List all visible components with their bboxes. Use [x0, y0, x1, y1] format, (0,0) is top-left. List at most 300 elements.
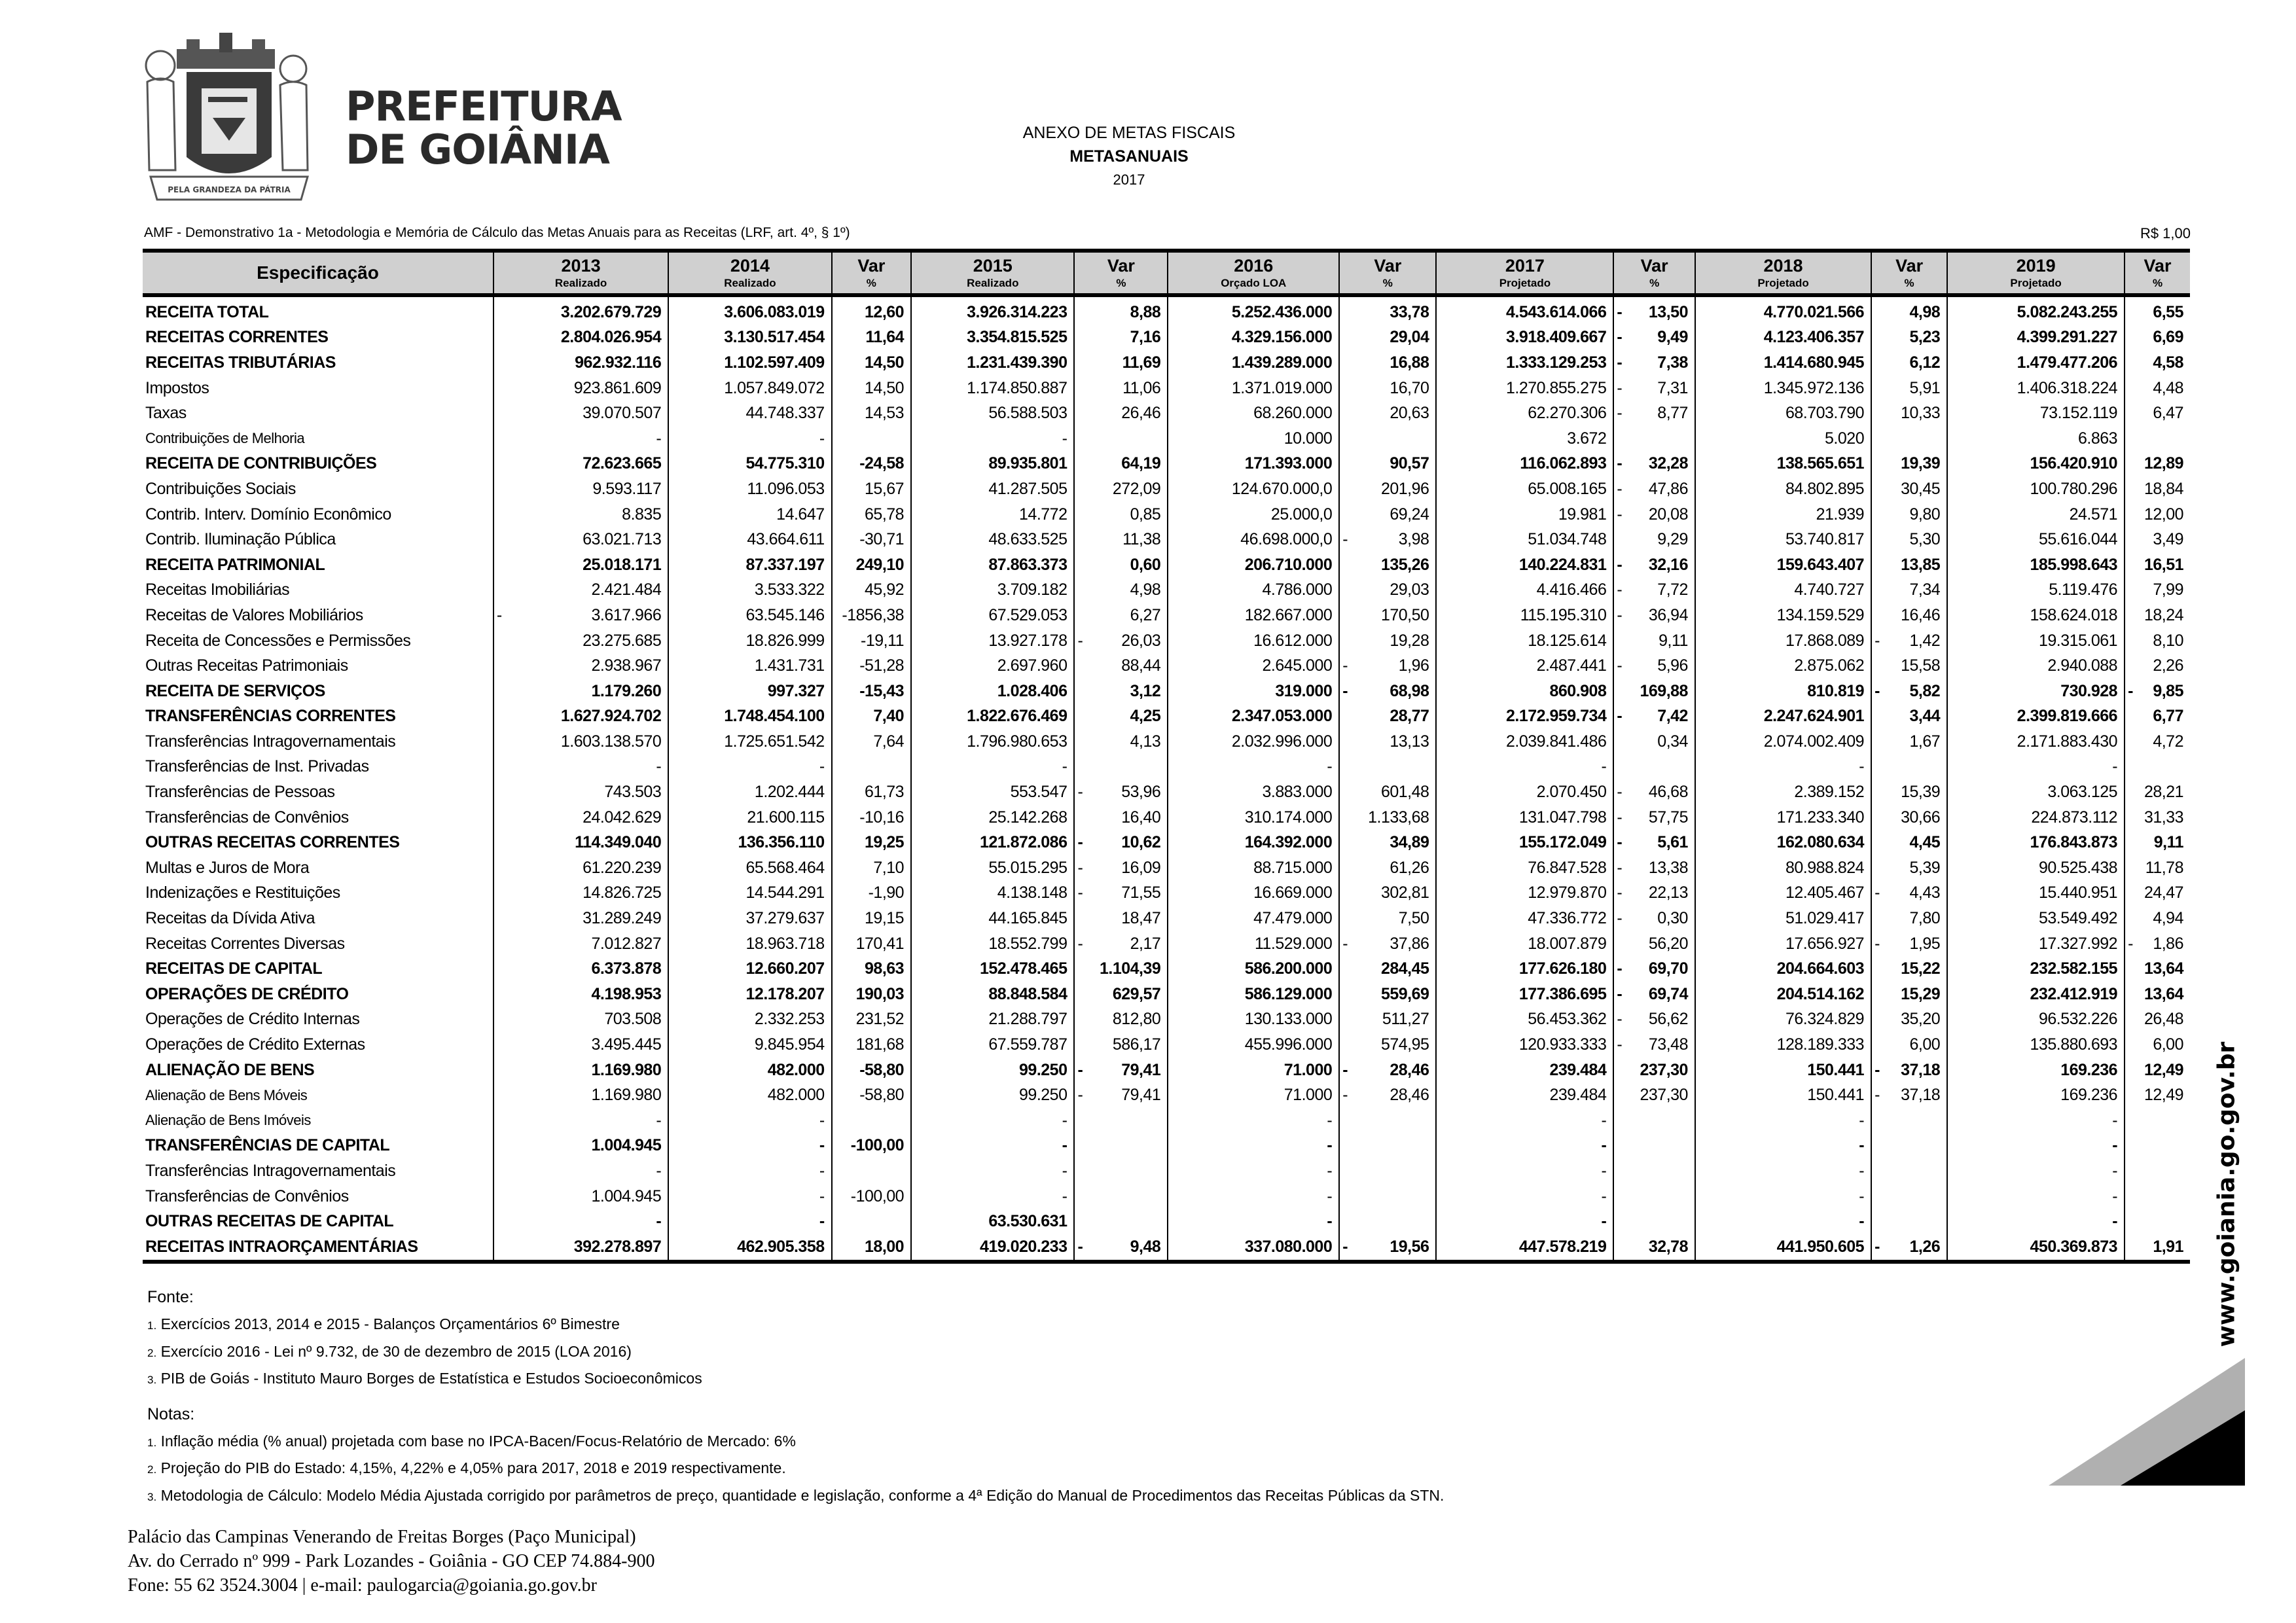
value-cell: 131.047.798 [1436, 805, 1613, 830]
value-cell: 121.872.086 [911, 830, 1074, 855]
table-row [143, 1082, 2190, 1108]
table-row [143, 1058, 2190, 1083]
value-cell: 12.178.207 [668, 982, 831, 1007]
table-row [143, 376, 2190, 401]
value-cell: 962.932.116 [493, 350, 668, 376]
negative-sign: - [1617, 605, 1623, 624]
variance-cell [1074, 1158, 1168, 1184]
variance-cell: 170,41 [832, 931, 911, 957]
variance-cell: 6,12 [1871, 350, 1947, 376]
variance-cell: 574,95 [1339, 1032, 1436, 1058]
address-line-2: Av. do Cerrado nº 999 - Park Lozandes - Goiânia - GO CEP 74.884-900 [128, 1551, 655, 1571]
value-cell: 3.533.322 [668, 578, 831, 603]
value-cell: 99.250 [911, 1058, 1074, 1083]
value-cell: 4.770.021.566 [1695, 295, 1871, 325]
value-cell: 185.998.643 [1947, 552, 2125, 578]
variance-cell: 12,89 [2125, 452, 2190, 477]
row-label: OPERAÇÕES DE CRÉDITO [143, 982, 493, 1007]
column-header-subtitle: Projetado [1757, 277, 1809, 289]
column-header-title: Var [857, 256, 886, 276]
variance-cell: 7,50 [1339, 906, 1436, 931]
variance-cell [1613, 906, 1695, 931]
value-cell: 5.119.476 [1947, 578, 2125, 603]
row-label: Contrib. Iluminação Pública [143, 527, 493, 552]
value-cell: 18.963.718 [668, 931, 831, 957]
variance-cell [1871, 426, 1947, 452]
value-cell: - [668, 1133, 831, 1159]
row-label: Transferências Intragovernamentais [143, 1158, 493, 1184]
variance-cell [1613, 755, 1695, 780]
value-cell: 310.174.000 [1168, 805, 1339, 830]
variance-cell: 6,00 [2125, 1032, 2190, 1058]
row-label: Indenizações e Restituições [143, 881, 493, 906]
item-number: 3. [147, 1374, 157, 1386]
variance-cell: 13,85 [1871, 552, 1947, 578]
value-cell: - [1436, 1133, 1613, 1159]
row-label: Transferências de Convênios [143, 805, 493, 830]
table-row [143, 1234, 2190, 1262]
sources-item [147, 1366, 1444, 1393]
variance-cell: 135,26 [1339, 552, 1436, 578]
table-caption: AMF - Demonstrativo 1a - Metodologia e Memória de Cálculo das Metas Anuais para as Receitas (LRF, art. 4º, § 1º) [144, 225, 850, 240]
negative-sign: - [1077, 1237, 1083, 1256]
value-cell: 182.667.000 [1168, 603, 1339, 628]
variance-cell [1339, 1108, 1436, 1133]
variance-cell: 19,15 [832, 906, 911, 931]
negative-sign: - [1617, 808, 1623, 827]
notes-section [147, 1283, 1444, 1510]
variance-cell: 272,09 [1074, 476, 1168, 502]
variance-cell [1871, 755, 1947, 780]
value-cell: 2.074.002.409 [1695, 729, 1871, 755]
variance-cell: 11,06 [1074, 376, 1168, 401]
negative-sign: - [1617, 555, 1623, 574]
value-cell: 3.063.125 [1947, 779, 2125, 805]
value-cell: 1.371.019.000 [1168, 376, 1339, 401]
negative-sign: - [1617, 505, 1623, 524]
column-header [2125, 251, 2190, 295]
notes-item [147, 1455, 1444, 1483]
variance-cell: -15,43 [832, 679, 911, 704]
variance-cell [1613, 1032, 1695, 1058]
variance-cell: 201,96 [1339, 476, 1436, 502]
value-cell: 67.559.787 [911, 1032, 1074, 1058]
value-cell: 2.389.152 [1695, 779, 1871, 805]
value-cell: 150.441 [1695, 1058, 1871, 1083]
value-cell: 1.603.138.570 [493, 729, 668, 755]
negative-sign: - [1617, 984, 1623, 1003]
variance-cell [1613, 578, 1695, 603]
value-cell: 2.172.959.734 [1436, 704, 1613, 730]
value-cell: 6.863 [1947, 426, 2125, 452]
column-header [1339, 251, 1436, 295]
value-cell: 24.042.629 [493, 805, 668, 830]
value-cell: 76.847.528 [1436, 855, 1613, 881]
negative-sign: - [1342, 1237, 1348, 1256]
variance-cell: 14,50 [832, 376, 911, 401]
value-cell: 90.525.438 [1947, 855, 2125, 881]
value-cell: 80.988.824 [1695, 855, 1871, 881]
value-cell: 1.179.260 [493, 679, 668, 704]
value-cell: 116.062.893 [1436, 452, 1613, 477]
value-cell: 14.772 [911, 502, 1074, 527]
row-label: Multas e Juros de Mora [143, 855, 493, 881]
column-header-title: Var [1640, 256, 1668, 276]
variance-cell [1871, 881, 1947, 906]
variance-cell: 15,58 [1871, 653, 1947, 679]
value-cell: 18.125.614 [1436, 628, 1613, 654]
variance-cell: 9,11 [1613, 628, 1695, 654]
variance-cell [1339, 426, 1436, 452]
value-cell: 239.484 [1436, 1082, 1613, 1108]
table-row [143, 527, 2190, 552]
variance-cell: 8,88 [1074, 295, 1168, 325]
negative-sign: - [1874, 934, 1880, 953]
variance-cell [1074, 755, 1168, 780]
table-row [143, 830, 2190, 855]
variance-cell: 4,98 [1074, 578, 1168, 603]
column-header [668, 251, 831, 295]
revenue-goals-table [143, 249, 2190, 1264]
value-cell: 138.565.651 [1695, 452, 1871, 477]
row-label: RECEITA PATRIMONIAL [143, 552, 493, 578]
cell-value: 68,98 [1390, 681, 1429, 700]
value-cell: 76.324.829 [1695, 1007, 1871, 1033]
brand-line-2: DE GOIÂNIA [346, 126, 609, 173]
cell-value: 1,42 [1909, 631, 1941, 650]
variance-cell [1871, 679, 1947, 704]
value-cell: 2.804.026.954 [493, 325, 668, 351]
column-header [911, 251, 1074, 295]
value-cell: 8.835 [493, 502, 668, 527]
column-header-title: 2014 [730, 256, 770, 276]
value-cell: - [493, 755, 668, 780]
variance-cell [1613, 295, 1695, 325]
variance-cell: 7,40 [832, 704, 911, 730]
value-cell: 337.080.000 [1168, 1234, 1339, 1262]
variance-cell: 4,48 [2125, 376, 2190, 401]
variance-cell: 29,03 [1339, 578, 1436, 603]
variance-cell: 18,84 [2125, 476, 2190, 502]
variance-cell: 3,44 [1871, 704, 1947, 730]
value-cell: 319.000 [1168, 679, 1339, 704]
value-cell: 87.863.373 [911, 552, 1074, 578]
row-label: RECEITA DE SERVIÇOS [143, 679, 493, 704]
variance-cell: 30,45 [1871, 476, 1947, 502]
value-cell: 55.616.044 [1947, 527, 2125, 552]
value-cell: 71.000 [1168, 1058, 1339, 1083]
variance-cell: 16,40 [1074, 805, 1168, 830]
row-label: Alienação de Bens Imóveis [143, 1108, 493, 1133]
value-cell: 140.224.831 [1436, 552, 1613, 578]
row-label: Transferências Intragovernamentais [143, 729, 493, 755]
variance-cell [1074, 855, 1168, 881]
value-cell: 18.826.999 [668, 628, 831, 654]
value-cell: 87.337.197 [668, 552, 831, 578]
table-row [143, 956, 2190, 982]
variance-cell: 98,63 [832, 956, 911, 982]
variance-cell [1613, 653, 1695, 679]
table-row [143, 779, 2190, 805]
variance-cell [1613, 704, 1695, 730]
variance-cell [1074, 1133, 1168, 1159]
value-cell: 586.200.000 [1168, 956, 1339, 982]
variance-cell: 24,47 [2125, 881, 2190, 906]
variance-cell: -10,16 [832, 805, 911, 830]
value-cell: 2.399.819.666 [1947, 704, 2125, 730]
value-cell: 31.289.249 [493, 906, 668, 931]
variance-cell [1613, 476, 1695, 502]
value-cell: 17.868.089 [1695, 628, 1871, 654]
value-cell: - [1436, 1108, 1613, 1133]
variance-cell: 237,30 [1613, 1058, 1695, 1083]
cell-value: 79,41 [1121, 1060, 1161, 1079]
row-label: Transferências de Convênios [143, 1184, 493, 1209]
row-label: RECEITAS INTRAORÇAMENTÁRIAS [143, 1234, 493, 1262]
variance-cell: 18,00 [832, 1234, 911, 1262]
cell-value: 32,16 [1648, 555, 1688, 574]
item-text: Exercício 2016 - Lei nº 9.732, de 30 de dezembro de 2015 (LOA 2016) [160, 1342, 632, 1360]
value-cell: 2.645.000 [1168, 653, 1339, 679]
value-cell: 61.220.239 [493, 855, 668, 881]
cell-value: 47,86 [1648, 479, 1688, 498]
value-cell: 7.012.827 [493, 931, 668, 957]
table-row [143, 729, 2190, 755]
value-cell: - [1695, 1184, 1871, 1209]
row-label: RECEITA DE CONTRIBUIÇÕES [143, 452, 493, 477]
value-cell: 4.399.291.227 [1947, 325, 2125, 351]
value-cell: 89.935.801 [911, 452, 1074, 477]
cell-value: 3.617.966 [591, 605, 662, 624]
value-cell: 206.710.000 [1168, 552, 1339, 578]
table-row [143, 552, 2190, 578]
negative-sign: - [1617, 883, 1623, 902]
column-header [1695, 251, 1871, 295]
value-cell: 56.588.503 [911, 401, 1074, 426]
column-header-subtitle: % [1382, 277, 1393, 289]
variance-cell [1613, 1007, 1695, 1033]
value-cell: 162.080.634 [1695, 830, 1871, 855]
value-cell: - [1436, 755, 1613, 780]
table-row [143, 628, 2190, 654]
value-cell: - [1695, 755, 1871, 780]
variance-cell: 4,98 [1871, 295, 1947, 325]
variance-cell: -51,28 [832, 653, 911, 679]
value-cell: 13.927.178 [911, 628, 1074, 654]
value-cell: - [1947, 1209, 2125, 1234]
variance-cell: 1.104,39 [1074, 956, 1168, 982]
cell-value: 3,98 [1398, 530, 1429, 549]
cell-value: 36,94 [1648, 605, 1688, 624]
value-cell: 482.000 [668, 1082, 831, 1108]
notes-item [147, 1483, 1444, 1510]
variance-cell [1613, 855, 1695, 881]
value-cell: 16.669.000 [1168, 881, 1339, 906]
negative-sign: - [1617, 909, 1623, 928]
row-label: Contrib. Interv. Domínio Econômico [143, 502, 493, 527]
value-cell: 156.420.910 [1947, 452, 2125, 477]
variance-cell: 13,64 [2125, 982, 2190, 1007]
variance-cell [2125, 1184, 2190, 1209]
variance-cell: 9,11 [2125, 830, 2190, 855]
value-cell: - [1695, 1158, 1871, 1184]
value-cell: 176.843.873 [1947, 830, 2125, 855]
variance-cell [1613, 881, 1695, 906]
cell-value: 22,13 [1648, 883, 1688, 902]
variance-cell: 90,57 [1339, 452, 1436, 477]
variance-cell [1074, 426, 1168, 452]
address-line-1: Palácio das Campinas Venerando de Freitas Borges (Paço Municipal) [128, 1527, 636, 1547]
value-cell: 4.138.148 [911, 881, 1074, 906]
variance-cell: 11,64 [832, 325, 911, 351]
cell-value: 9,49 [1657, 328, 1688, 347]
cell-value: 7,42 [1657, 707, 1688, 726]
variance-cell: 33,78 [1339, 295, 1436, 325]
brand-name [346, 82, 622, 173]
variance-cell: 13,64 [2125, 956, 2190, 982]
column-header [1436, 251, 1613, 295]
value-cell: 1.748.454.100 [668, 704, 831, 730]
column-header-title: 2015 [973, 256, 1013, 276]
variance-cell: 28,21 [2125, 779, 2190, 805]
variance-cell: 8,10 [2125, 628, 2190, 654]
variance-cell [1613, 376, 1695, 401]
variance-cell [1613, 1158, 1695, 1184]
variance-cell: 15,29 [1871, 982, 1947, 1007]
variance-cell [1613, 1184, 1695, 1209]
cell-value: 46,68 [1648, 783, 1688, 802]
variance-cell [1339, 1058, 1436, 1083]
cell-value: 13,50 [1648, 302, 1688, 321]
value-cell: 44.165.845 [911, 906, 1074, 931]
variance-cell [1074, 830, 1168, 855]
variance-cell [2125, 1133, 2190, 1159]
value-cell: 553.547 [911, 779, 1074, 805]
variance-cell [1613, 1108, 1695, 1133]
table-row [143, 295, 2190, 325]
value-cell: 9.593.117 [493, 476, 668, 502]
cell-value: 10,62 [1121, 833, 1161, 852]
variance-cell [1613, 426, 1695, 452]
value-cell: 135.880.693 [1947, 1032, 2125, 1058]
value-cell: 124.670.000,0 [1168, 476, 1339, 502]
column-header-subtitle: Orçado LOA [1221, 277, 1287, 289]
variance-cell [1613, 452, 1695, 477]
cell-value: 28,46 [1390, 1086, 1429, 1105]
variance-cell: 14,50 [832, 350, 911, 376]
variance-cell: 34,89 [1339, 830, 1436, 855]
value-cell: 56.453.362 [1436, 1007, 1613, 1033]
cell-value: 28,46 [1390, 1060, 1429, 1079]
value-cell: 84.802.895 [1695, 476, 1871, 502]
variance-cell: 231,52 [832, 1007, 911, 1033]
cell-value: 1,26 [1909, 1237, 1941, 1256]
table-body [143, 295, 2190, 1262]
value-cell: - [493, 1108, 668, 1133]
variance-cell: 65,78 [832, 502, 911, 527]
column-header-subtitle: Projetado [2010, 277, 2062, 289]
value-cell: - [1947, 1133, 2125, 1159]
value-cell: 1.102.597.409 [668, 350, 831, 376]
row-label: RECEITAS TRIBUTÁRIAS [143, 350, 493, 376]
value-cell: 51.029.417 [1695, 906, 1871, 931]
value-cell: 159.643.407 [1695, 552, 1871, 578]
value-cell: 3.926.314.223 [911, 295, 1074, 325]
variance-cell [1613, 401, 1695, 426]
value-cell: 3.606.083.019 [668, 295, 831, 325]
cell-value: 9,85 [2153, 681, 2183, 700]
column-header-subtitle: % [1649, 277, 1660, 289]
negative-sign: - [1342, 681, 1348, 700]
row-label: Operações de Crédito Internas [143, 1007, 493, 1033]
value-cell: - [493, 1158, 668, 1184]
value-cell: 99.250 [911, 1082, 1074, 1108]
value-cell: 171.393.000 [1168, 452, 1339, 477]
value-cell: 11.096.053 [668, 476, 831, 502]
variance-cell: -58,80 [832, 1082, 911, 1108]
cell-value: 5,82 [1909, 681, 1941, 700]
variance-cell [1871, 628, 1947, 654]
variance-cell [2125, 426, 2190, 452]
value-cell: 68.260.000 [1168, 401, 1339, 426]
negative-sign: - [1874, 1060, 1880, 1079]
currency-unit: R$ 1,00 [2140, 225, 2191, 241]
variance-cell: 4,58 [2125, 350, 2190, 376]
value-cell: 19.315.061 [1947, 628, 2125, 654]
value-cell: - [668, 1158, 831, 1184]
value-cell: 1.169.980 [493, 1082, 668, 1108]
row-label: RECEITAS CORRENTES [143, 325, 493, 351]
value-cell: - [1168, 1209, 1339, 1234]
variance-cell: 237,30 [1613, 1082, 1695, 1108]
value-cell: 65.568.464 [668, 855, 831, 881]
variance-cell: 16,46 [1871, 603, 1947, 628]
value-cell: 232.412.919 [1947, 982, 2125, 1007]
row-label: Taxas [143, 401, 493, 426]
value-cell: 232.582.155 [1947, 956, 2125, 982]
variance-cell [1339, 679, 1436, 704]
value-cell: 1.169.980 [493, 1058, 668, 1083]
value-cell: 51.034.748 [1436, 527, 1613, 552]
value-cell: 4.416.466 [1436, 578, 1613, 603]
value-cell: 25.142.268 [911, 805, 1074, 830]
variance-cell [1871, 1108, 1947, 1133]
variance-cell: 4,94 [2125, 906, 2190, 931]
value-cell: 482.000 [668, 1058, 831, 1083]
table-row [143, 931, 2190, 957]
value-cell: 1.822.676.469 [911, 704, 1074, 730]
negative-sign: - [1342, 1086, 1348, 1105]
value-cell: - [668, 1209, 831, 1234]
table-row [143, 426, 2190, 452]
header-row [143, 251, 2190, 295]
value-cell: 743.503 [493, 779, 668, 805]
variance-cell [1074, 1082, 1168, 1108]
variance-cell: 559,69 [1339, 982, 1436, 1007]
value-cell: 1.004.945 [493, 1184, 668, 1209]
value-cell: - [1947, 755, 2125, 780]
value-cell: 1.439.289.000 [1168, 350, 1339, 376]
value-cell: 14.647 [668, 502, 831, 527]
row-label: Receitas da Dívida Ativa [143, 906, 493, 931]
value-cell: 2.421.484 [493, 578, 668, 603]
item-number: 2. [147, 1463, 157, 1476]
variance-cell [1613, 779, 1695, 805]
variance-cell: 19,25 [832, 830, 911, 855]
variance-cell [2125, 1209, 2190, 1234]
value-cell: 1.231.439.390 [911, 350, 1074, 376]
cell-value: 1,86 [2153, 934, 2183, 953]
